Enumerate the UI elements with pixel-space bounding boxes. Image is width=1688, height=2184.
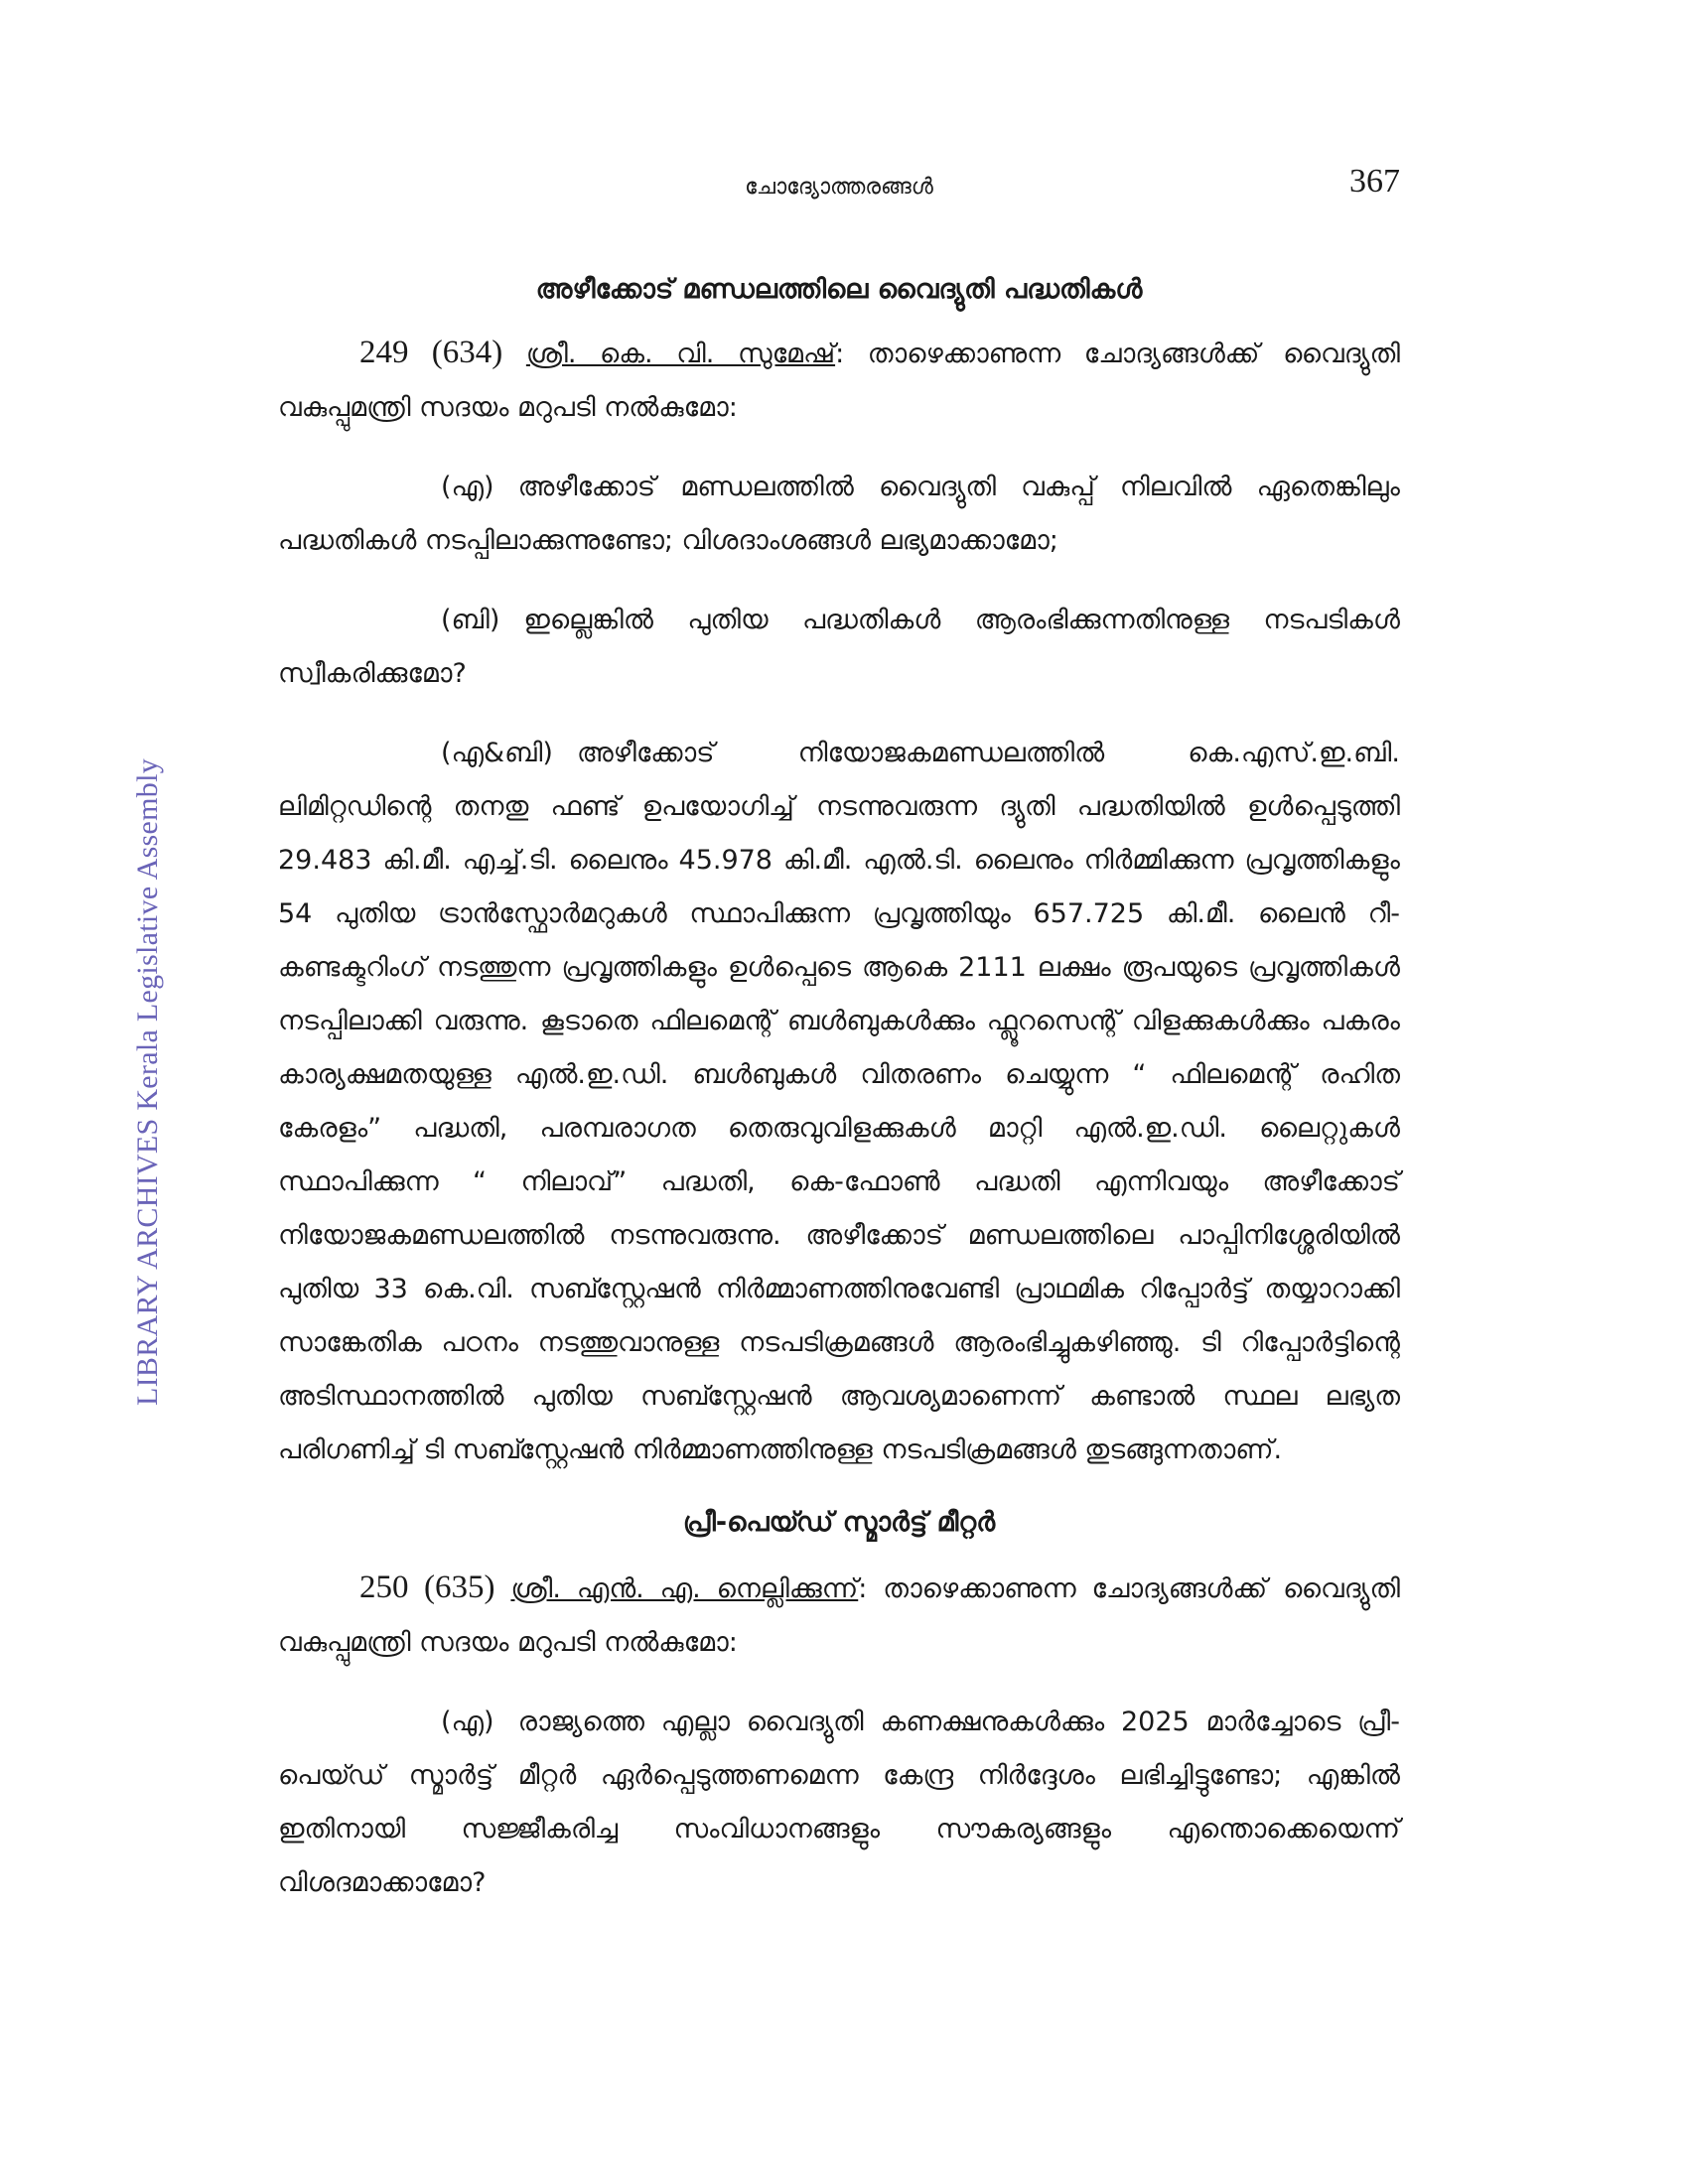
member-name: ശ്രീ. കെ. വി. സുമേഷ് xyxy=(525,339,836,369)
sub-question-text: രാജ്യത്തെ എല്ലാ വൈദ്യുതി കണക്ഷനുകൾക്കും 2025 മാർച്ചോടെ പ്രീ-പെയ്ഡ് സ്മാർട്ട് മീറ്റർ ഏർപ്പെടുത്തണമെന്ന കേന്ദ്ര നിർദ്ദേശം ലഭിച്ചിട്ടുണ്ടോ; എങ്കിൽ ഇതിനായി സജ്ജീകരിച്ച സംവിധാനങ്ങളും സൗകര്യങ്ങളും എന്തൊക്കെയെന്ന് വിശദമാക്കാമോ? xyxy=(278,1706,1400,1898)
answer-paragraph xyxy=(278,727,1400,1477)
sub-question-label: (എ) xyxy=(441,472,494,502)
sub-question xyxy=(278,461,1400,568)
document-body xyxy=(278,274,1400,1910)
sub-question-text: അഴീക്കോട് മണ്ഡലത്തിൽ വൈദ്യുതി വകുപ്പ് നിലവിൽ ഏതെങ്കിലും പദ്ധതികൾ നടപ്പിലാക്കുന്നുണ്ടോ; വിശദാംശങ്ങൾ ലഭ്യമാക്കാമോ; xyxy=(278,472,1400,556)
question-intro-text: : താഴെക്കാണുന്ന ചോദ്യങ്ങൾക്ക് വൈദ്യുതി വകുപ്പുമന്ത്രി സദയം മറുപടി നൽകുമോ: xyxy=(278,339,1400,423)
question-number: 250 (635) xyxy=(359,1570,495,1605)
answer-label: (എ&ബി) xyxy=(441,738,553,768)
sub-question-text: ഇല്ലെങ്കിൽ പുതിയ പദ്ധതികൾ ആരംഭിക്കുന്നതിനുള്ള നടപടികൾ സ്വീകരിക്കുമോ? xyxy=(278,605,1400,689)
member-name: ശ്രീ. എൻ. എ. നെല്ലിക്കുന്ന് xyxy=(510,1573,859,1604)
sub-question xyxy=(278,594,1400,701)
question-intro-text: : താഴെക്കാണുന്ന ചോദ്യങ്ങൾക്ക് വൈദ്യുതി വകുപ്പുമന്ത്രി സദയം മറുപടി നൽകുമോ: xyxy=(278,1573,1400,1658)
running-title: ചോദ്യോത്തരങ്ങൾ xyxy=(745,175,933,200)
section-heading: അഴീക്കോട് മണ്ഡലത്തിലെ വൈദ്യുതി പദ്ധതികൾ xyxy=(535,274,1143,305)
section-heading: പ്രീ-പെയ്ഡ് സ്മാർട്ട് മീറ്റർ xyxy=(682,1507,996,1538)
page-number: 367 xyxy=(1349,163,1400,200)
question-number: 249 (634) xyxy=(359,335,503,370)
sub-question-label: (എ) xyxy=(441,1706,494,1737)
sub-question xyxy=(278,1696,1400,1910)
running-header xyxy=(278,163,1400,208)
answer-text: അഴീക്കോട് നിയോജകമണ്ഡലത്തിൽ കെ.എസ്.ഇ.ബി. ലിമിറ്റഡിന്റെ തനതു ഫണ്ട് ഉപയോഗിച്ച് നടന്നുവരുന്ന ദ്യുതി പദ്ധതിയിൽ ഉൾപ്പെടുത്തി 29.483 കി.മീ. എച്ച്.ടി. ലൈനും 45.978 കി.മീ. എൽ.ടി. ലൈനും നിർമ്മിക്കുന്ന പ്രവൃത്തികളും 54 പുതിയ ട്രാൻസ്ഫോർമറുകൾ സ്ഥാപിക്കുന്ന പ്രവൃത്തിയും 657.725 കി.മീ. ലൈൻ റീ-കണ്ടക്ടറിംഗ് നടത്തുന്ന പ്രവൃത്തികളും ഉൾപ്പെടെ ആകെ 2111 ലക്ഷം രൂപയുടെ പ്രവൃത്തികൾ നടപ്പിലാക്കി വരുന്നു. കൂടാതെ ഫിലമെന്റ് ബൾബുകൾക്കും ഫ്ലൂറസെന്റ് വിളക്കുകൾക്കും പകരം കാര്യക്ഷമതയുള്ള എൽ.ഇ.ഡി. ബൾബുകൾ വിതരണം ചെയ്യുന്ന “ ഫിലമെന്റ് രഹിത കേരളം” പദ്ധതി, പരമ്പരാഗത തെരുവുവിളക്കുകൾ മാറ്റി എൽ.ഇ.ഡി. ലൈറ്റുകൾ സ്ഥാപിക്കുന്ന “ നിലാവ്” പദ്ധതി, കെ-ഫോൺ പദ്ധതി എന്നിവയും അഴീക്കോട് നിയോജകമണ്ഡലത്തിൽ നടന്നുവരുന്നു. അഴീക്കോട് മണ്ഡലത്തിലെ പാപ്പിനിശ്ശേരിയിൽ പുതിയ 33 കെ.വി. സബ്സ്റ്റേഷൻ നിർമ്മാണത്തിനുവേണ്ടി പ്രാഥമിക റിപ്പോർട്ട് തയ്യാറാക്കി സാങ്കേതിക പഠനം നടത്തുവാനുള്ള നടപടിക്രമങ്ങൾ ആരംഭിച്ചുകഴിഞ്ഞു. ടി റിപ്പോർട്ടിന്റെ അടിസ്ഥാനത്തിൽ പുതിയ സബ്സ്റ്റേഷൻ ആവശ്യമാണെന്ന് കണ്ടാൽ സ്ഥല ലഭ്യത പരിഗണിച്ച് ടി സബ്സ്റ്റേഷൻ നിർമ്മാണത്തിനുള്ള നടപടിക്രമങ്ങൾ തുടങ്ങുന്നതാണ്. xyxy=(278,738,1401,1465)
question-intro xyxy=(278,1561,1400,1670)
sub-question-label: (ബി) xyxy=(441,605,500,635)
library-watermark: LIBRARY ARCHIVES Kerala Legislative Assembly xyxy=(131,757,164,1407)
question-intro xyxy=(278,326,1400,435)
